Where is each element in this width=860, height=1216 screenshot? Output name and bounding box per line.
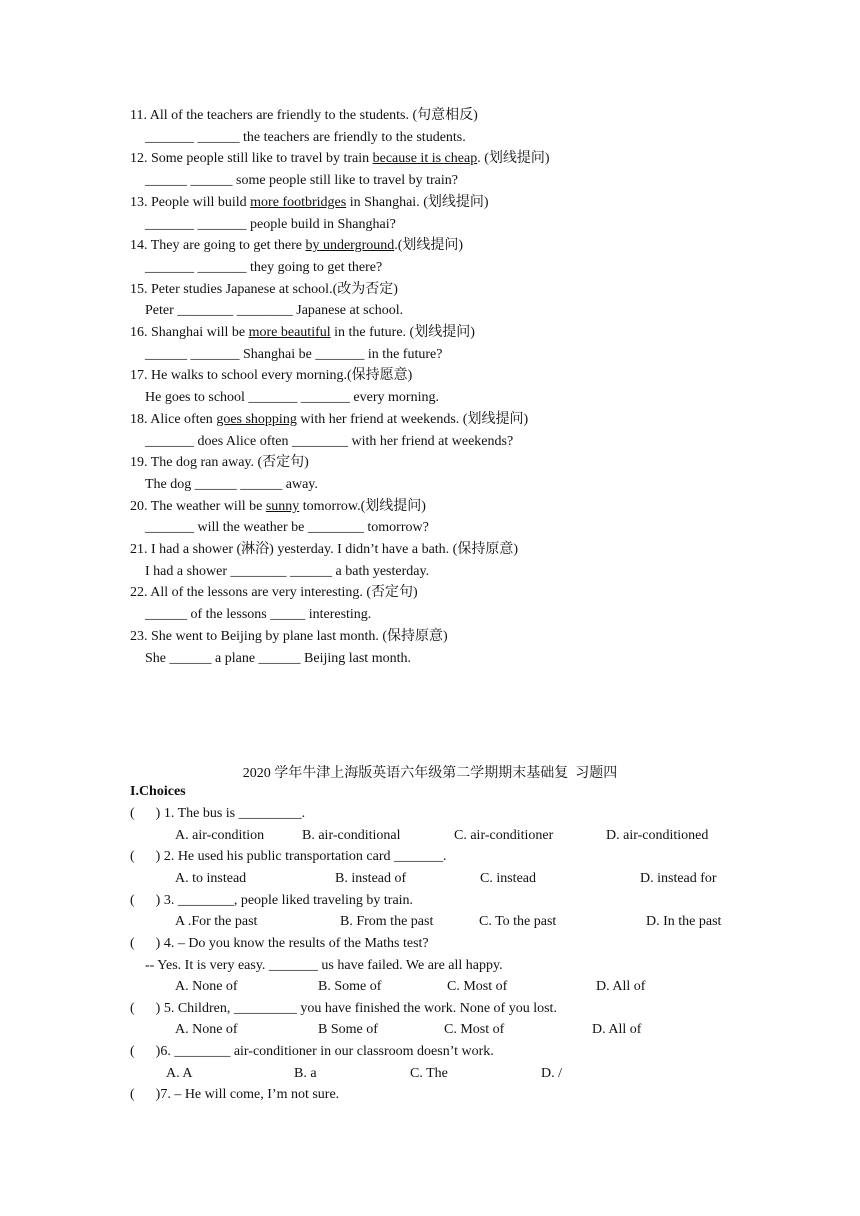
choice-stem-4: ( ) 4. – Do you know the results of the Maths test?: [130, 936, 429, 951]
choice-option: C. air-conditioner: [454, 828, 554, 843]
choice-option: C. Most of: [447, 979, 508, 994]
choice-stem-4-reply: -- Yes. It is very easy. _______ us have failed. We are all happy.: [145, 958, 503, 973]
text-segment: _______ _______ people build in Shanghai?: [145, 217, 396, 232]
exercise-question: [130, 585, 418, 601]
exercise-answer-line: [145, 130, 466, 146]
text-segment: 17. He walks to school every morning.(保持愿意): [130, 368, 413, 383]
choice-option: D. All of: [592, 1022, 642, 1037]
exercise-answer-line: [145, 607, 371, 623]
exercise-question: [130, 542, 518, 558]
text-segment: She ______ a plane ______ Beijing last month.: [145, 651, 411, 666]
choice-stem-7: ( )7. – He will come, I’m not sure.: [130, 1087, 340, 1102]
choice-option: A. None of: [175, 1022, 238, 1037]
exercise-question: [130, 325, 475, 341]
text-segment: 11. All of the teachers are friendly to the students. (句意相反): [130, 108, 478, 123]
exercise-question: [130, 238, 463, 254]
underlined-phrase: more beautiful: [248, 325, 331, 340]
choice-stem-2: ( ) 2. He used his public transportation card _______.: [130, 849, 447, 864]
exercise-answer-line: [145, 651, 411, 667]
exercise-answer-line: [145, 303, 403, 319]
text-segment: ______ ______ some people still like to travel by train?: [145, 173, 458, 188]
text-segment: 13. People will build: [130, 195, 251, 210]
choice-option: B. instead of: [335, 871, 407, 886]
choice-option: C. instead: [480, 871, 536, 886]
exercise-answer-line: [145, 347, 442, 363]
exercise-question: [130, 368, 412, 384]
choice-option: D. instead for: [640, 871, 717, 886]
underlined-phrase: more footbridges: [250, 195, 347, 210]
text-segment: 15. Peter studies Japanese at school.(改为否定): [130, 282, 398, 297]
underlined-phrase: sunny: [265, 499, 300, 514]
text-segment: in Shanghai. (划线提问): [346, 195, 489, 210]
choice-stem-3: ( ) 3. ________, people liked traveling by train.: [130, 893, 414, 908]
choice-option: A .For the past: [175, 914, 258, 929]
underlined-phrase: because it is cheap: [372, 151, 478, 166]
exercise-question: [130, 195, 489, 211]
text-segment: _______ does Alice often ________ with her friend at weekends?: [145, 434, 514, 449]
text-segment: . (划线提问): [477, 151, 550, 166]
text-segment: 21. I had a shower (淋浴) yesterday. I didn’t have a bath. (保持原意): [130, 542, 519, 557]
exercise-question: [130, 151, 550, 167]
choice-option: A. A: [166, 1066, 193, 1081]
underlined-phrase: goes shopping: [216, 412, 297, 427]
text-segment: 23. She went to Beijing by plane last month. (保持原意): [130, 629, 448, 644]
text-segment: 19. The dog ran away. (否定句): [130, 455, 309, 470]
exercise-question: [130, 455, 309, 471]
exercise-answer-line: [145, 390, 439, 406]
choice-option: B Some of: [318, 1022, 378, 1037]
choice-option: D. All of: [596, 979, 646, 994]
text-segment: Peter ________ ________ Japanese at school.: [145, 303, 404, 318]
text-segment: 12. Some people still like to travel by train: [130, 151, 373, 166]
choice-option: C. Most of: [444, 1022, 505, 1037]
exercise-question: [130, 499, 426, 515]
choices-heading: I.Choices: [130, 784, 186, 799]
exercise-question: [130, 629, 448, 645]
choice-option: A. to instead: [175, 871, 247, 886]
text-segment: 16. Shanghai will be: [130, 325, 249, 340]
choice-stem-5: ( ) 5. Children, _________ you have finished the work. None of you lost.: [130, 1001, 557, 1016]
text-segment: ______ of the lessons _____ interesting.: [145, 607, 372, 622]
exercise-answer-line: [145, 434, 513, 450]
text-segment: 20. The weather will be: [130, 499, 266, 514]
exercise-answer-line: [145, 564, 429, 580]
choice-option: A. air-condition: [175, 828, 265, 843]
text-segment: _______ will the weather be ________ tomorrow?: [145, 520, 429, 535]
text-segment: _______ ______ the teachers are friendly to the students.: [145, 130, 466, 145]
text-segment: 14. They are going to get there: [130, 238, 306, 253]
text-segment: 22. All of the lessons are very interesting. (否定句): [130, 585, 418, 600]
underlined-phrase: by underground: [305, 238, 395, 253]
exercise-answer-line: [145, 173, 458, 189]
choice-option: B. From the past: [340, 914, 434, 929]
text-segment: 18. Alice often: [130, 412, 217, 427]
choice-option: D. air-conditioned: [606, 828, 709, 843]
text-segment: .(划线提问): [394, 238, 464, 253]
choice-option: D. /: [541, 1066, 562, 1081]
exercise-answer-line: [145, 217, 396, 233]
text-segment: The dog ______ ______ away.: [145, 477, 318, 492]
exercise-answer-line: [145, 260, 382, 276]
choice-option: C. To the past: [479, 914, 557, 929]
text-segment: tomorrow.(划线提问): [299, 499, 426, 514]
choice-stem-1: ( ) 1. The bus is _________.: [130, 806, 306, 821]
choice-option: A. None of: [175, 979, 238, 994]
exercise-answer-line: [145, 477, 318, 493]
choice-option: C. The: [410, 1066, 448, 1081]
text-segment: ______ _______ Shanghai be _______ in the future?: [145, 347, 443, 362]
choice-option: B. air-conditional: [302, 828, 401, 843]
exercise-question: [130, 108, 478, 124]
choice-option: B. Some of: [318, 979, 382, 994]
text-segment: in the future. (划线提问): [330, 325, 475, 340]
exercise-question: [130, 412, 528, 428]
text-segment: with her friend at weekends. (划线提问): [296, 412, 529, 427]
choice-option: B. a: [294, 1066, 317, 1081]
choice-option: D. In the past: [646, 914, 722, 929]
section-title: 2020 学年牛津上海版英语六年级第二学期期末基础复 习题四: [242, 766, 618, 781]
text-segment: _______ _______ they going to get there?: [145, 260, 383, 275]
text-segment: He goes to school _______ _______ every morning.: [145, 390, 439, 405]
choice-stem-6: ( )6. ________ air-conditioner in our classroom doesn’t work.: [130, 1044, 494, 1059]
text-segment: I had a shower ________ ______ a bath yesterday.: [145, 564, 430, 579]
exercise-question: [130, 282, 398, 298]
exercise-answer-line: [145, 520, 429, 536]
